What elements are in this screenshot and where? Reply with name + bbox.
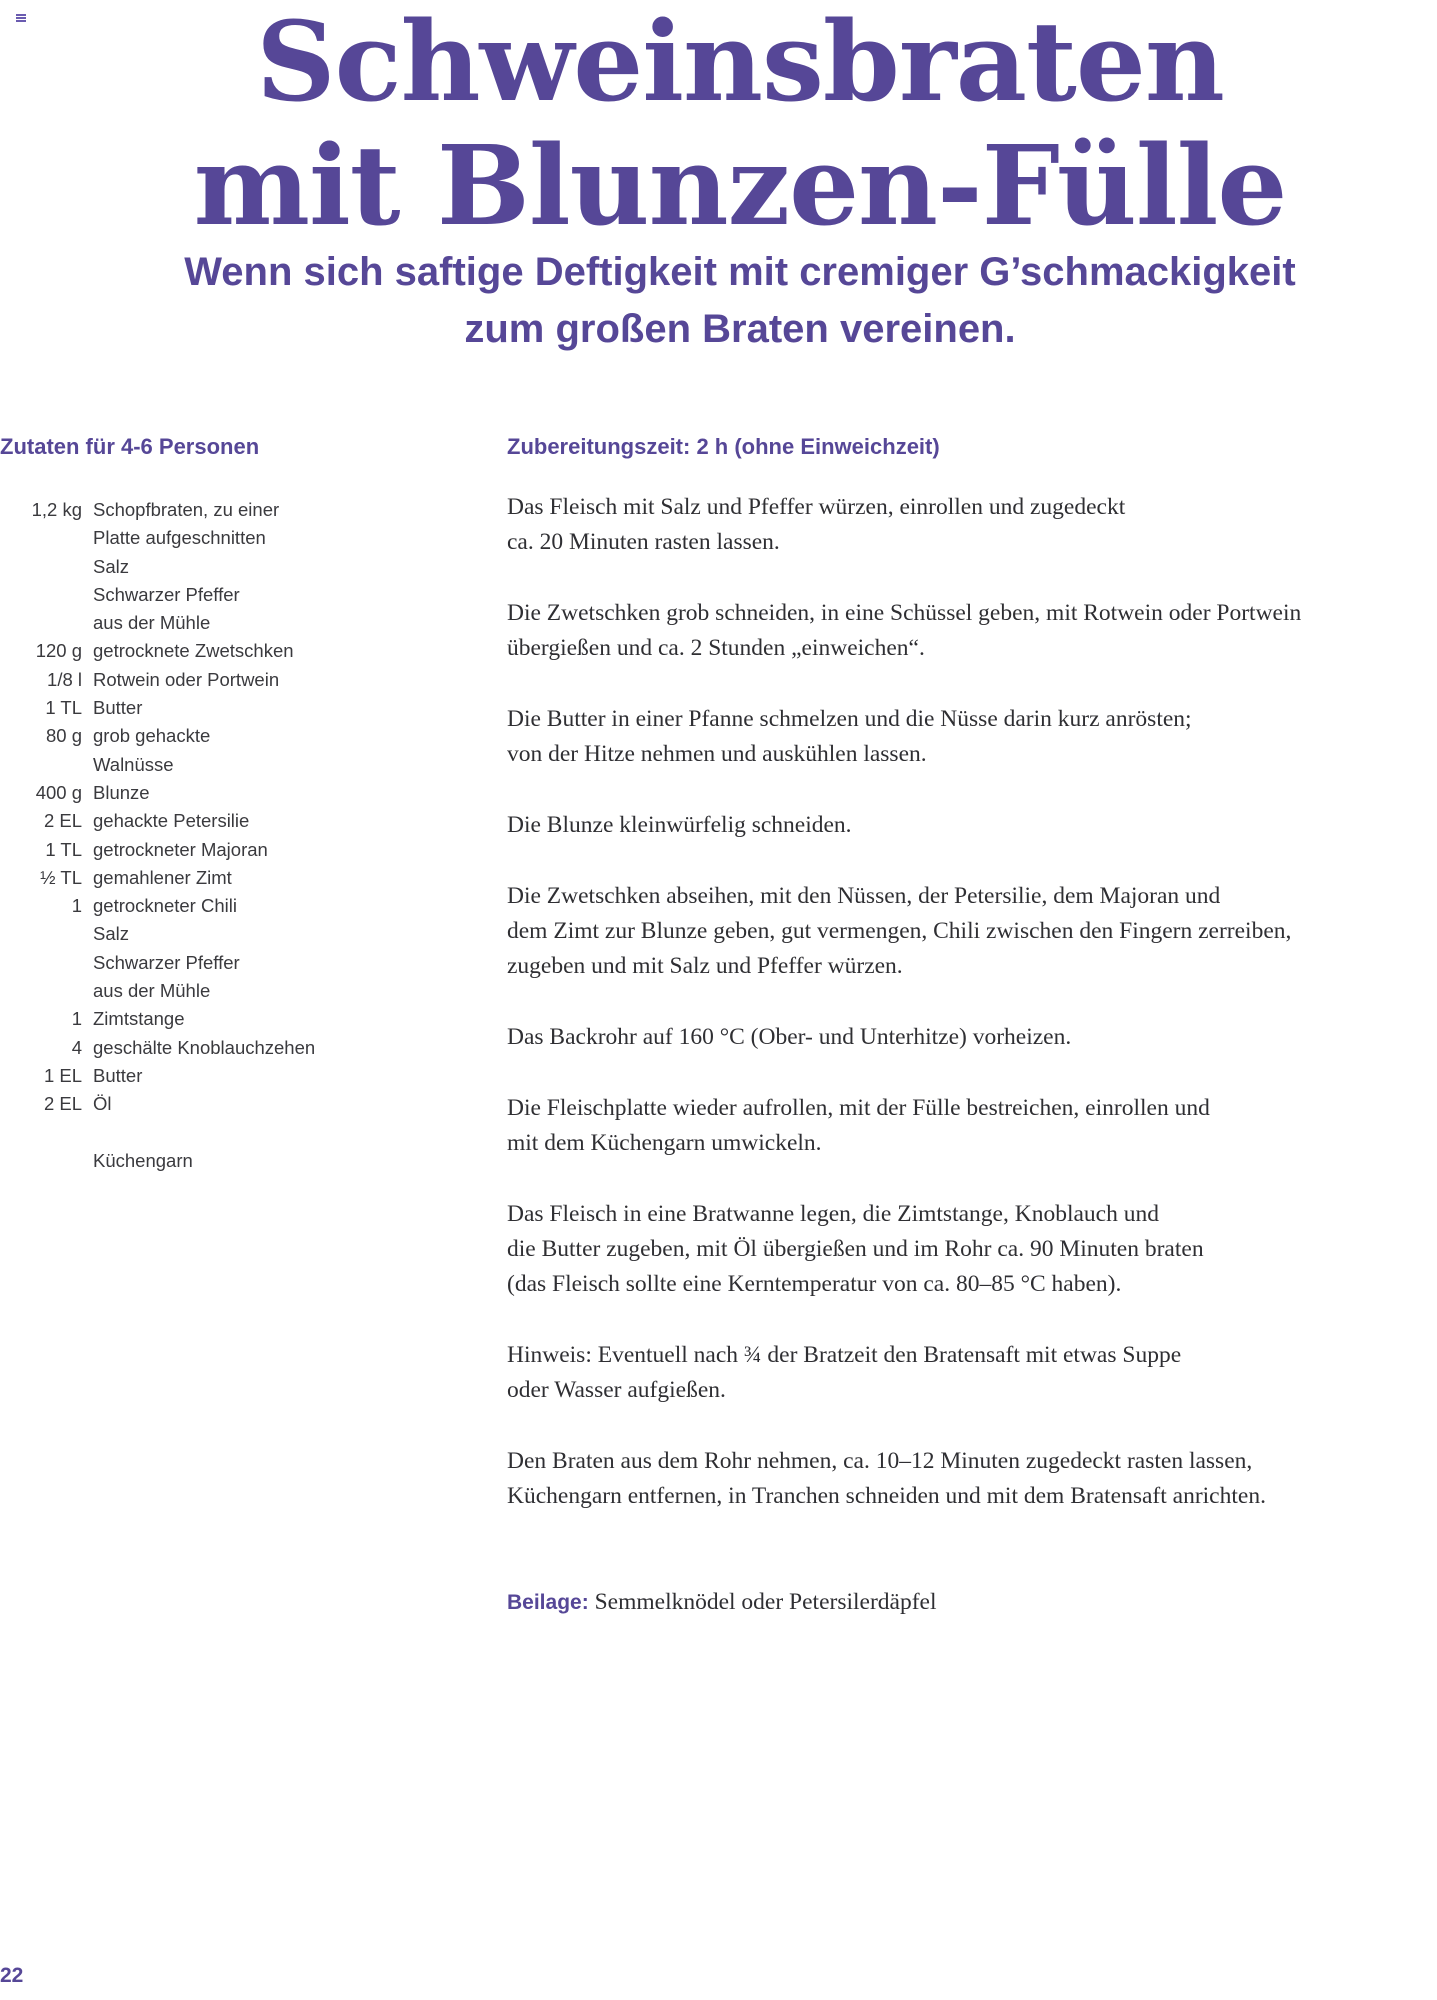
ingredient-name: Schwarzer Pfeffer <box>93 951 240 973</box>
ingredient-row <box>0 892 360 920</box>
preparation-step: Das Fleisch mit Salz und Pfeffer würzen, einrollen und zugedeckt ca. 20 Minuten rasten lassen. <box>507 494 1126 555</box>
ingredient-name: Zimtstange <box>93 1008 185 1030</box>
ingredient-name: Salz <box>93 923 129 945</box>
ingredient-row <box>0 524 360 552</box>
ingredient-amount <box>0 977 93 1005</box>
ingredient-amount <box>0 751 93 779</box>
ingredient-name: Butter <box>93 697 143 719</box>
ingredient-row <box>0 1062 360 1090</box>
ingredient-name: aus der Mühle <box>93 612 211 634</box>
ingredient-amount: 120 g <box>35 640 82 662</box>
title-line-2: mit Blunzen-Fülle <box>193 121 1287 250</box>
ingredient-row <box>0 666 360 694</box>
ingredient-row <box>0 553 360 581</box>
ingredient-amount <box>0 949 93 977</box>
ingredient-amount: 1 TL <box>45 838 82 860</box>
ingredient-amount: 1 <box>71 1008 82 1030</box>
ingredient-amount <box>0 581 93 609</box>
ingredient-amount: ½ TL <box>40 866 82 888</box>
ingredient-name: geschälte Knoblauchzehen <box>93 1036 316 1058</box>
preparation-step: Das Fleisch in eine Bratwanne legen, die Zimtstange, Knoblauch und die Butter zugeben, mit Öl übergießen und im Rohr ca. 90 Minuten braten (das Fleisch sollte eine Kerntemperatur von ca. 80–85 °C haben). <box>507 1201 1204 1297</box>
preparation-step: Das Backrohr auf 160 °C (Ober- und Unterhitze) vorheizen. <box>507 1024 1072 1050</box>
preparation-step: Die Blunze kleinwürfelig schneiden. <box>507 812 852 838</box>
preparation-heading: Zubereitungszeit: 2 h (ohne Einweichzeit) <box>507 434 940 459</box>
ingredient-name: grob gehackte <box>93 725 211 747</box>
ingredient-name: Blunze <box>93 781 150 803</box>
ingredient-row <box>0 977 360 1005</box>
ingredient-amount: 400 g <box>35 781 82 803</box>
preparation-step: Die Fleischplatte wieder aufrollen, mit der Fülle bestreichen, einrollen und mit dem Küchengarn umwickeln. <box>507 1095 1210 1156</box>
ingredient-amount <box>0 609 93 637</box>
ingredient-name: aus der Mühle <box>93 980 211 1002</box>
ingredient-row <box>0 1090 360 1118</box>
ingredients-list <box>0 496 360 1175</box>
ingredient-row <box>0 751 360 779</box>
ingredient-row <box>0 920 360 948</box>
ingredient-row <box>0 864 360 892</box>
ingredient-name: Küchengarn <box>93 1149 193 1171</box>
ingredient-name: gemahlener Zimt <box>93 866 232 888</box>
preparation-step: Die Zwetschken grob schneiden, in eine Schüssel geben, mit Rotwein oder Portwein übergießen und ca. 2 Stunden „einweichen“. <box>507 600 1302 661</box>
ingredient-row <box>0 1005 360 1033</box>
preparation-steps <box>507 490 1437 1656</box>
ingredient-name: getrockneter Chili <box>93 895 237 917</box>
ingredient-name: getrockneter Majoran <box>93 838 268 860</box>
page-number: 22 <box>0 1964 24 1987</box>
ingredient-row <box>0 694 360 722</box>
ingredient-name: Walnüsse <box>93 753 174 775</box>
subtitle-line-2: zum großen Braten vereinen. <box>464 307 1016 351</box>
ingredient-amount: 80 g <box>45 725 82 747</box>
ingredient-amount: 1 <box>71 895 82 917</box>
ingredient-name: Schwarzer Pfeffer <box>93 583 240 605</box>
side-dish-label: Beilage: <box>507 1591 589 1614</box>
ingredient-row <box>0 1034 360 1062</box>
ingredient-name: Butter <box>93 1064 143 1086</box>
page-subtitle <box>0 244 1437 358</box>
ingredient-amount: 1 TL <box>45 697 82 719</box>
ingredient-amount <box>0 524 93 552</box>
ingredient-amount <box>0 920 93 948</box>
preparation-step: Den Braten aus dem Rohr nehmen, ca. 10–12 Minuten zugedeckt rasten lassen, Küchengarn entfernen, in Tranchen schneiden und mit dem Bratensaft anrichten. <box>507 1448 1266 1509</box>
subtitle-line-1: Wenn sich saftige Deftigkeit mit cremiger G’schmackigkeit <box>184 250 1296 294</box>
preparation-step: Hinweis: Eventuell nach ¾ der Bratzeit den Bratensaft mit etwas Suppe oder Wasser aufgießen. <box>507 1342 1182 1403</box>
page-title <box>0 0 1437 248</box>
ingredient-amount <box>0 553 93 581</box>
ingredient-row <box>0 722 360 750</box>
ingredient-amount: 4 <box>71 1036 82 1058</box>
ingredient-row <box>0 609 360 637</box>
ingredient-name: Rotwein oder Portwein <box>93 668 280 690</box>
side-dish-text: Semmelknödel oder Petersilerdäpfel <box>588 1589 937 1615</box>
ingredient-amount: 2 EL <box>43 810 82 832</box>
ingredient-amount: 1/8 l <box>47 668 82 690</box>
ingredient-amount: 2 EL <box>43 1093 82 1115</box>
side-dish <box>507 1550 1437 1620</box>
ingredient-name: getrocknete Zwetschken <box>93 640 294 662</box>
preparation-step: Die Zwetschken abseihen, mit den Nüssen, der Petersilie, dem Majoran und dem Zimt zur Blunze geben, gut vermengen, Chili zwischen den Fingern zerreiben, zugeben und mit Salz und Pfeffer würzen. <box>507 883 1292 979</box>
ingredient-row <box>0 949 360 977</box>
ingredient-name: Platte aufgeschnitten <box>93 527 266 549</box>
ingredient-name: Schopfbraten, zu einer <box>93 499 280 520</box>
ingredients-heading: Zutaten für 4-6 Personen <box>0 434 260 459</box>
ingredient-amount: 1 EL <box>43 1064 82 1086</box>
ingredient-row-extra <box>0 1147 360 1175</box>
ingredient-row <box>0 637 360 665</box>
ingredient-row <box>0 496 360 524</box>
ingredient-amount: 1,2 kg <box>31 499 82 520</box>
ingredient-row <box>0 807 360 835</box>
title-line-1: Schweinsbraten <box>256 0 1224 126</box>
preparation-step: Die Butter in einer Pfanne schmelzen und die Nüsse darin kurz anrösten; von der Hitze nehmen und auskühlen lassen. <box>507 706 1192 767</box>
ingredient-amount <box>0 1147 93 1175</box>
ingredient-name: Öl <box>93 1093 112 1115</box>
ingredient-name: gehackte Petersilie <box>93 810 250 832</box>
ingredient-row <box>0 779 360 807</box>
ingredient-row <box>0 836 360 864</box>
ingredient-row <box>0 581 360 609</box>
ingredient-name: Salz <box>93 555 129 577</box>
